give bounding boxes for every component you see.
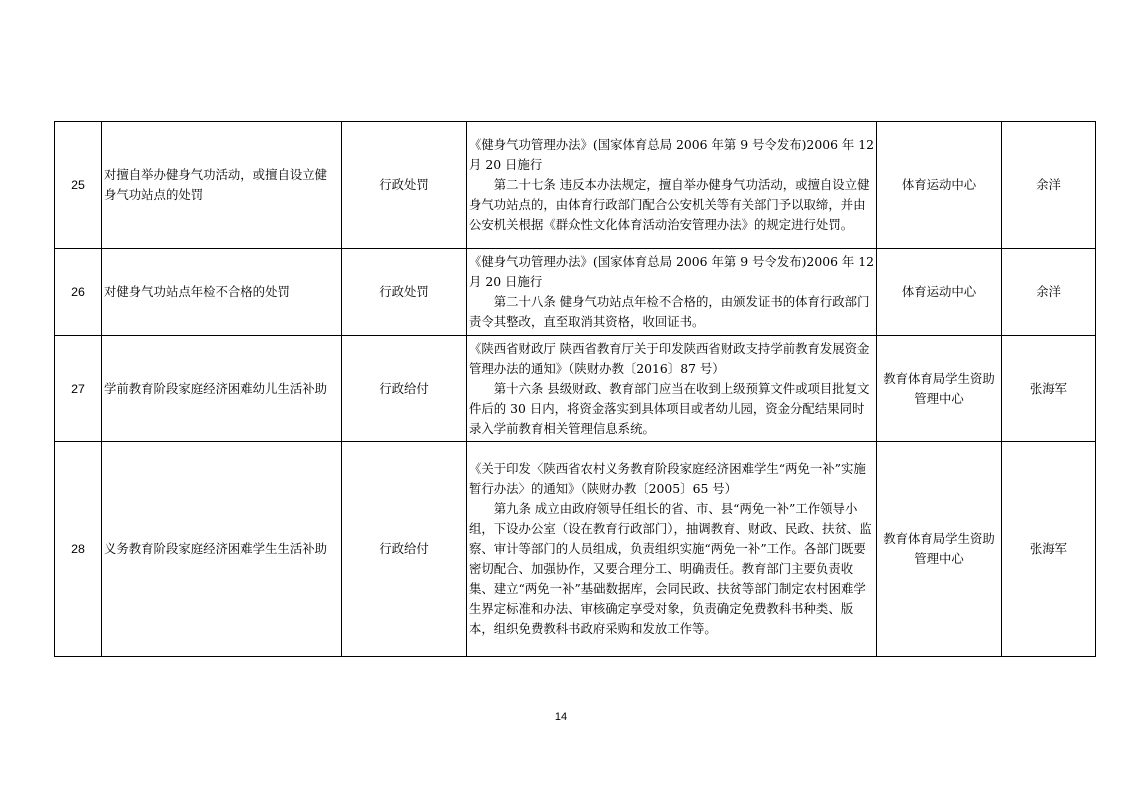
- item-name: 对健身气功站点年检不合格的处罚: [102, 249, 342, 336]
- basis-article: 第二十七条 违反本办法规定，擅自举办健身气功活动，或擅自设立健身气功站点的，由体育行政部门配合公安机关等有关部门予以取缔，并由公安机关根据《群众性文化体育活动治安管理办法》的规定进行处罚。: [469, 177, 870, 232]
- power-type: 行政处罚: [342, 122, 467, 249]
- item-name: 学前教育阶段家庭经济困难幼儿生活补助: [102, 336, 342, 442]
- legal-basis: [467, 442, 877, 657]
- power-type: 行政处罚: [342, 249, 467, 336]
- basis-source: 《关于印发〈陕西省农村义务教育阶段家庭经济困难学生“两免一补”实施暂行办法〉的通知》（陕财办教〔2005〕65 号）: [469, 461, 866, 496]
- page-number: 14: [554, 711, 568, 723]
- legal-basis: [467, 249, 877, 336]
- legal-basis: [467, 336, 877, 442]
- item-name: 对擅自举办健身气功活动，或擅自设立健身气功站点的处罚: [102, 122, 342, 249]
- responsible-department: 体育运动中心: [877, 122, 1002, 249]
- responsible-person: 余洋: [1002, 249, 1096, 336]
- item-name: 义务教育阶段家庭经济困难学生生活补助: [102, 442, 342, 657]
- row-number: 25: [55, 122, 102, 249]
- power-list-table: [54, 121, 1096, 657]
- row-number: 27: [55, 336, 102, 442]
- basis-article: 第二十八条 健身气功站点年检不合格的，由颁发证书的体育行政部门责令其整改，直至取消其资格，收回证书。: [469, 294, 870, 329]
- row-number: 28: [55, 442, 102, 657]
- responsible-person: 张海军: [1002, 442, 1096, 657]
- basis-source: 《健身气功管理办法》(国家体育总局 2006 年第 9 号令发布)2006 年 12 月 20 日施行: [469, 254, 875, 289]
- responsible-person: 余洋: [1002, 122, 1096, 249]
- basis-article: 第九条 成立由政府领导任组长的省、市、县“两免一补”工作领导小组，下设办公室（设在教育行政部门），抽调教育、财政、民政、扶贫、监察、审计等部门的人员组成，负责组织实施“两免一补”工作。各部门既要密切配合、加强协作，又要合理分工、明确责任。教育部门主要负责收集、建立“两免一补”基础数据库，会同民政、扶贫等部门制定农村困难学生界定标准和办法、审核确定享受对象，负责确定免费教科书种类、版本，组织免费教科书政府采购和发放工作等。: [469, 501, 872, 636]
- responsible-person: 张海军: [1002, 336, 1096, 442]
- table-row: [55, 122, 1096, 249]
- responsible-department: 体育运动中心: [877, 249, 1002, 336]
- power-type: 行政给付: [342, 442, 467, 657]
- basis-source: 《陕西省财政厅 陕西省教育厅关于印发陕西省财政支持学前教育发展资金管理办法的通知》（陕财办教〔2016〕87 号）: [469, 340, 870, 376]
- table-row: [55, 336, 1096, 442]
- responsible-department: 教育体育局学生资助管理中心: [877, 442, 1002, 657]
- basis-article: 第十六条 县级财政、教育部门应当在收到上级预算文件或项目批复文件后的 30 日内，将资金落实到具体项目或者幼儿园，资金分配结果同时录入学前教育相关管理信息系统。: [469, 380, 870, 436]
- basis-source: 《健身气功管理办法》(国家体育总局 2006 年第 9 号令发布)2006 年 12 月 20 日施行: [469, 137, 875, 172]
- table-row: [55, 442, 1096, 657]
- row-number: 26: [55, 249, 102, 336]
- power-type: 行政给付: [342, 336, 467, 442]
- responsible-department: 教育体育局学生资助管理中心: [877, 336, 1002, 442]
- table-row: [55, 249, 1096, 336]
- legal-basis: [467, 122, 877, 249]
